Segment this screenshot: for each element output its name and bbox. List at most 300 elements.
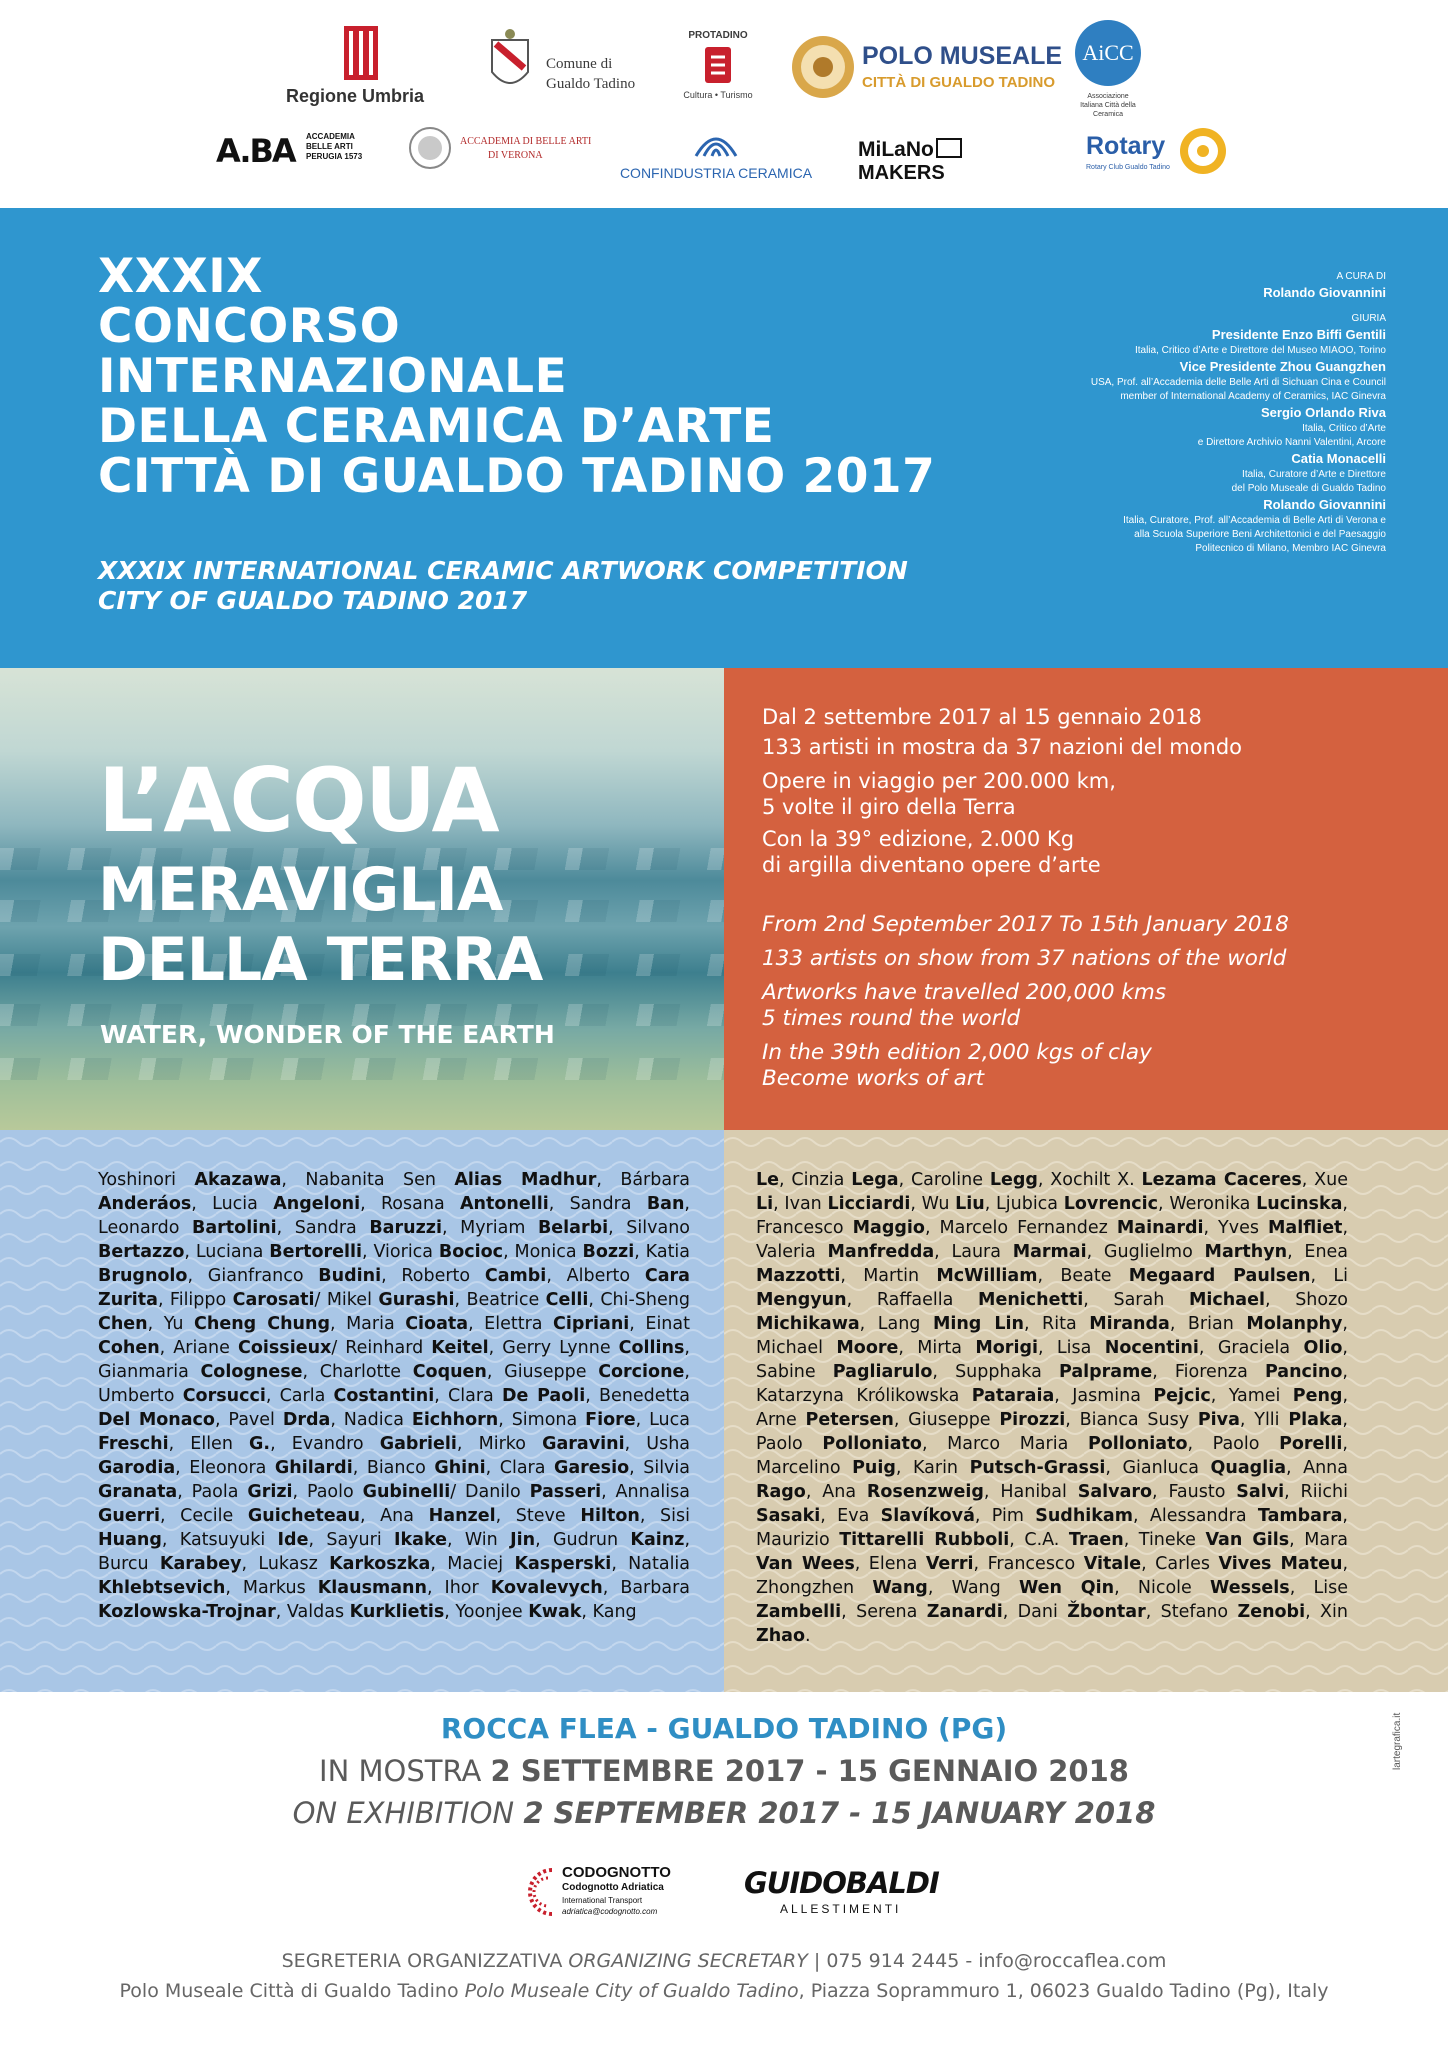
artist-surname: Lega (851, 1170, 899, 1190)
artist-first-name: , Stefano (1145, 1602, 1238, 1622)
design-credit: lartegrafica.it (1392, 1712, 1403, 1770)
secretary-it: SEGRETERIA ORGANIZZATIVA (281, 1950, 569, 1972)
artist-first-name: , Marco Maria (921, 1434, 1088, 1454)
artist-first-name: , Maria (330, 1314, 406, 1334)
info-en-line: Artworks have travelled 200,000 kms (762, 980, 1167, 1005)
artist-first-name: , Serena (841, 1602, 927, 1622)
codognotto-sub: Codognotto Adriatica (562, 1882, 664, 1893)
artist-first-name: , Supphaka (932, 1362, 1059, 1382)
info-it-line: 133 artisti in mostra da 37 nazioni del mondo (762, 735, 1243, 759)
comune-gualdo-logo (486, 28, 656, 108)
artist-first-name: , Elettra (468, 1314, 554, 1334)
artist-surname: Putsch-Grassi (969, 1458, 1106, 1478)
artist-first-name: , Silvia (629, 1458, 690, 1478)
jury-member-name: Catia Monacelli (1291, 451, 1386, 466)
artist-surname: Cambi (484, 1266, 547, 1286)
artist-surname: Keitel (431, 1338, 489, 1358)
info-en-line: From 2nd September 2017 To 15th January 2018 (762, 912, 1289, 937)
artist-first-name: , Fausto (1152, 1482, 1237, 1502)
accademia-verona-logo (408, 126, 592, 176)
artist-surname: Pejcic (1153, 1386, 1211, 1406)
artist-first-name: , Evandro (270, 1434, 380, 1454)
jury-member-desc: alla Scuola Superiore Beni Architettonici e del Paesaggio (1134, 529, 1386, 540)
artist-surname: Garavini (542, 1434, 625, 1454)
artist-first-name: , Ana (359, 1506, 429, 1526)
artist-surname: De Paoli (501, 1386, 586, 1406)
artist-surname: Bozzi (582, 1242, 635, 1262)
artist-surname: Colognese (200, 1362, 303, 1382)
protadino-label: PROTADINO (688, 30, 748, 41)
artist-surname: Kovalevych (490, 1578, 603, 1598)
artist-surname: Sasaki (756, 1506, 821, 1526)
artist-first-name: , Pavel (214, 1410, 283, 1430)
artist-first-name: , Hanibal (983, 1482, 1078, 1502)
artist-first-name: , Barbara (602, 1578, 691, 1598)
artist-surname: Fiore (585, 1410, 636, 1430)
artist-first-name: , Kang (581, 1602, 637, 1622)
artist-first-name: , Cecile (159, 1506, 248, 1526)
artist-first-name: , Annalisa (601, 1482, 690, 1502)
artist-first-name: , Alessandra (1132, 1506, 1258, 1526)
artist-first-name: , Paolo (292, 1482, 363, 1502)
artist-first-name: , Graciela (1198, 1338, 1304, 1358)
artist-first-name: , Laura (934, 1242, 1013, 1262)
artist-first-name: , Leonardo (98, 1194, 690, 1238)
artist-surname: Guicheteau (247, 1506, 360, 1526)
theme-water-image (0, 668, 724, 1130)
artist-first-name: , Beate (1037, 1266, 1129, 1286)
artist-surname: Michikawa (756, 1314, 860, 1334)
artist-surname: Ming Lin (932, 1314, 1024, 1334)
artist-first-name: , Lucia (191, 1194, 274, 1214)
artist-surname: Kurklietis (349, 1602, 445, 1622)
artist-surname: Sudhikam (1035, 1506, 1133, 1526)
jury-member-desc: del Polo Museale di Gualdo Tadino (1231, 483, 1386, 494)
artist-surname: Ikake (394, 1530, 447, 1550)
artist-surname: Polloniato (1087, 1434, 1188, 1454)
artist-surname: Vives Mateu (1218, 1554, 1343, 1574)
artist-surname: Pataraia (971, 1386, 1055, 1406)
comune-label-1: Comune di (546, 56, 613, 72)
artist-surname: Moore (836, 1338, 899, 1358)
artist-surname: Wang (872, 1578, 928, 1598)
artist-first-name: , Valeria (756, 1218, 1349, 1262)
rotary-sub: Rotary Club Gualdo Tadino (1086, 164, 1170, 171)
protadino-mark-icon (703, 45, 733, 85)
artist-surname: Guerri (98, 1506, 160, 1526)
artist-surname: Celli (545, 1290, 589, 1310)
artist-surname: Angeloni (273, 1194, 361, 1214)
artist-first-name: , Mirko (456, 1434, 543, 1454)
dates-it-prefix: IN MOSTRA (319, 1754, 491, 1788)
artist-first-name: , Martin (840, 1266, 937, 1286)
artist-surname: Plaka (1288, 1410, 1343, 1430)
artist-surname: Licciardi (827, 1194, 911, 1214)
artist-surname: Zhao (756, 1626, 805, 1646)
address-it: Polo Museale Città di Gualdo Tadino (119, 1980, 465, 2002)
artist-first-name: , Mirta (898, 1338, 976, 1358)
codognotto-sub2: International Transport (562, 1896, 643, 1905)
artist-first-name: , Paola (177, 1482, 248, 1502)
polo-museale-seal-icon (790, 34, 856, 100)
regione-umbria-emblem-icon (344, 26, 378, 80)
artist-surname: Molanphy (1246, 1314, 1343, 1334)
theme-title-english: WATER, WONDER OF THE EARTH (100, 1020, 555, 1049)
milano-makers-logo (858, 138, 1048, 184)
artist-surname: Zambelli (756, 1602, 842, 1622)
artist-first-name: , Monica (503, 1242, 583, 1262)
artist-surname: Cioata (405, 1314, 469, 1334)
codognotto-logo (514, 1858, 704, 1928)
aba-perugia-logo (216, 128, 376, 178)
artist-surname: Corcione (598, 1362, 685, 1382)
artist-surname: Coissieux (238, 1338, 332, 1358)
artist-first-name: , Cinzia (779, 1170, 852, 1190)
guidobaldi-sub: ALLESTIMENTI (780, 1902, 902, 1916)
artist-surname: Morigi (975, 1338, 1038, 1358)
artist-first-name: , Nicole (1114, 1578, 1211, 1598)
artist-first-name: , Jasmina (1054, 1386, 1154, 1406)
artist-surname: Megaard Paulsen (1128, 1266, 1311, 1286)
milano-label: MiLaNo (858, 138, 934, 161)
artist-surname: Verri (925, 1554, 974, 1574)
main-title (98, 249, 936, 504)
title-line: CONCORSO (98, 299, 401, 354)
artist-first-name: , Win (447, 1530, 511, 1550)
artist-first-name: , Burcu (98, 1530, 691, 1574)
artist-first-name: , Xue (1301, 1170, 1348, 1190)
artist-first-name: , Gianluca (1105, 1458, 1211, 1478)
artist-surname: Salvi (1236, 1482, 1285, 1502)
artist-surname: Cheng Chung (194, 1314, 330, 1334)
address-en: Polo Museale City of Gualdo Tadino (464, 1980, 799, 2002)
artist-first-name: , Eva (820, 1506, 881, 1526)
exhibition-info (724, 668, 1448, 1130)
confindustria-mark-icon (692, 122, 740, 160)
artist-surname: Belarbi (537, 1218, 609, 1238)
artist-first-name: , Alberto (546, 1266, 645, 1286)
artist-surname: Nocentini (1104, 1338, 1199, 1358)
artist-first-name: , Maciej (430, 1554, 515, 1574)
title-line: CITTÀ DI GUALDO TADINO 2017 (98, 449, 936, 504)
artist-first-name: , Dani (1002, 1602, 1068, 1622)
artist-surname: Manfredda (827, 1242, 935, 1262)
artist-first-name: , Myriam (441, 1218, 538, 1238)
artist-first-name: , Marcelo Fernandez (924, 1218, 1117, 1238)
artist-surname: Kozlowska-Trojnar (98, 1602, 276, 1622)
jury-list (1056, 326, 1386, 556)
artist-surname: Akazawa (194, 1170, 282, 1190)
artist-surname: Quaglia (1210, 1458, 1287, 1478)
artist-first-name: , Riichi (1284, 1482, 1348, 1502)
artists-column-right (724, 1130, 1448, 1692)
rotary-label: Rotary (1086, 132, 1166, 160)
comune-crest-icon (486, 28, 534, 100)
artist-surname: Slavíková (880, 1506, 975, 1526)
artist-surname: Lezama Caceres (1141, 1170, 1302, 1190)
artist-first-name: , Umberto (98, 1362, 690, 1406)
artist-surname: Rago (756, 1482, 806, 1502)
artist-surname: Kwak (528, 1602, 582, 1622)
artist-surname: Van Wees (756, 1554, 855, 1574)
artist-surname: Puig (852, 1458, 896, 1478)
info-en-line: 5 times round the world (762, 1006, 1021, 1031)
theme-title-line-3: DELLA TERRA (98, 925, 543, 995)
jury-member-name: Vice Presidente Zhou Guangzhen (1179, 359, 1386, 374)
artist-first-name: , Xochilt X. (1037, 1170, 1142, 1190)
title-line: XXXIX (98, 249, 263, 304)
artist-first-name: , Einat (629, 1314, 690, 1334)
artist-first-name: , Katsuyuki (161, 1530, 278, 1550)
jury-member-desc: Italia, Curatore, Prof. all’Accademia di Belle Arti di Verona e (1123, 515, 1386, 526)
artist-first-name: , Nadica (330, 1410, 412, 1430)
artist-first-name: , Natalia (611, 1554, 691, 1574)
artist-surname: Wen Qin (1018, 1578, 1115, 1598)
artist-surname: Bartolini (192, 1218, 277, 1238)
artist-surname: Khlebtsevich (98, 1578, 226, 1598)
artist-first-name: , Arne (756, 1386, 1349, 1430)
artist-surname: Porelli (1279, 1434, 1343, 1454)
artist-first-name: , Rita (1023, 1314, 1090, 1334)
artist-first-name: , Usha (624, 1434, 691, 1454)
artist-surname: Menichetti (978, 1290, 1084, 1310)
artist-surname: Granata (98, 1482, 178, 1502)
jury-member-name: Sergio Orlando Riva (1261, 405, 1386, 420)
artist-first-name: , Beatrice (454, 1290, 546, 1310)
artist-first-name: , C.A. (1009, 1530, 1069, 1550)
verona-label-1: ACCADEMIA DI BELLE ARTI (460, 136, 592, 147)
artist-first-name: , Wang (927, 1578, 1019, 1598)
artist-first-name: , Roberto (381, 1266, 485, 1286)
artist-surname: Karkoszka (329, 1554, 431, 1574)
artist-surname: Van Gils (1205, 1530, 1290, 1550)
artist-first-name: , Maurizio (756, 1506, 1348, 1550)
dates-en-prefix: ON EXHIBITION (292, 1796, 524, 1830)
jury-member-desc: Italia, Critico d’Arte e Direttore del Museo MIAOO, Torino (1134, 345, 1386, 356)
codognotto-name: CODOGNOTTO (562, 1864, 671, 1881)
secretary-en: ORGANIZING SECRETARY (568, 1950, 808, 1972)
jury-member-name: Rolando Giovannini (1263, 497, 1386, 512)
sponsor-logos (0, 0, 1448, 208)
artist-surname: Piva (1197, 1410, 1240, 1430)
artist-first-name: , Fiorenza (1152, 1362, 1265, 1382)
aicc-logo (1068, 20, 1148, 120)
artist-first-name: / Mikel (314, 1290, 379, 1310)
artist-first-name: , Weronika (1158, 1194, 1257, 1214)
organizer-address (0, 1980, 1448, 2002)
artist-surname: Grizi (247, 1482, 293, 1502)
artist-first-name: , Steve (495, 1506, 581, 1526)
artist-surname: Malfliet (1268, 1218, 1343, 1238)
jury-member-desc: member of International Academy of Ceramics, IAC Ginevra (1120, 391, 1386, 402)
artist-first-name: , Paolo (756, 1410, 1348, 1454)
artist-first-name: , Elena (854, 1554, 926, 1574)
protadino-sub: Cultura • Turismo (683, 90, 753, 100)
artist-first-name: , Brian (1169, 1314, 1247, 1334)
artist-surname: Del Monaco (98, 1410, 215, 1430)
info-en-line: 133 artists on show from 37 nations of the world (762, 946, 1287, 971)
artist-surname: Mainardi (1116, 1218, 1204, 1238)
polo-museale-title: POLO MUSEALE (862, 42, 1063, 70)
artist-surname: Jin (510, 1530, 536, 1550)
artist-surname: Liu (955, 1194, 985, 1214)
curator-label: A CURA DI (1336, 271, 1386, 282)
artist-surname: Pagliarulo (832, 1362, 933, 1382)
dates-it-range: 2 SETTEMBRE 2017 - 15 GENNAIO 2018 (490, 1754, 1129, 1788)
artist-first-name: , Benedetta (585, 1386, 690, 1406)
artist-first-name: , Ihor (426, 1578, 491, 1598)
makers-label: MAKERS (858, 162, 945, 184)
artist-first-name: , Bianca Susy (1065, 1410, 1198, 1430)
artist-first-name: / Danilo (450, 1482, 530, 1502)
title-line: DELLA CERAMICA D’ARTE (98, 399, 775, 454)
dates-english (0, 1796, 1448, 1830)
polo-museale-sub: CITTÀ DI GUALDO TADINO (862, 74, 1056, 91)
jury-label: GIURIA (1351, 313, 1386, 324)
artist-surname: Polloniato (822, 1434, 922, 1454)
artist-first-name: , Chi-Sheng (588, 1290, 690, 1310)
aicc-circle-icon (1075, 20, 1141, 86)
artist-surname: McWilliam (936, 1266, 1038, 1286)
artist-surname: Coquen (412, 1362, 487, 1382)
regione-umbria-label: Regione Umbria (286, 86, 425, 106)
artist-surname: Tambara (1257, 1506, 1343, 1526)
artist-surname: Ide (277, 1530, 309, 1550)
artist-first-name: , Clara (485, 1458, 554, 1478)
artist-first-name: Yoshinori (98, 1170, 195, 1190)
artist-first-name: , Yves (1203, 1218, 1268, 1238)
artist-surname: Anderáos (98, 1194, 192, 1214)
artist-first-name: , Ariane (159, 1338, 238, 1358)
artist-surname: Budini (318, 1266, 382, 1286)
artist-surname: Mengyun (756, 1290, 847, 1310)
artist-first-name: , Clara (434, 1386, 502, 1406)
artist-surname: Zenobi (1237, 1602, 1306, 1622)
artist-first-name: , Lise (1289, 1578, 1348, 1598)
artist-surname: Kasperski (514, 1554, 612, 1574)
verona-label-2: DI VERONA (488, 150, 543, 161)
dates-en-range: 2 SEPTEMBER 2017 - 15 JANUARY 2018 (523, 1796, 1156, 1830)
artist-first-name: , Wu (910, 1194, 956, 1214)
artist-surname: Legg (989, 1170, 1038, 1190)
artist-first-name: , Lang (859, 1314, 933, 1334)
artist-first-name: , Ana (805, 1482, 867, 1502)
codognotto-mail: adriatica@codognotto.com (562, 1907, 658, 1916)
artist-surname: Passeri (529, 1482, 602, 1502)
artist-first-name: , Tineke (1123, 1530, 1206, 1550)
artist-first-name: . (804, 1626, 811, 1646)
artist-first-name: , Valdas (275, 1602, 350, 1622)
artist-first-name: , Bianco (352, 1458, 435, 1478)
jury-member-desc: Italia, Critico d’Arte (1302, 423, 1386, 434)
artist-surname: Garodia (98, 1458, 176, 1478)
artist-surname: G. (249, 1434, 271, 1454)
artist-surname: Bertazzo (98, 1242, 185, 1262)
info-english (762, 912, 1289, 1092)
artist-surname: Antonelli (459, 1194, 549, 1214)
artist-first-name: , Sabine (756, 1338, 1348, 1382)
artist-surname: Traen (1068, 1530, 1124, 1550)
artist-first-name: , Katia (634, 1242, 691, 1262)
artist-first-name: , Li (1310, 1266, 1348, 1286)
venue-title: ROCCA FLEA - GUALDO TADINO (PG) (440, 1712, 1008, 1745)
guidobaldi-logo (744, 1866, 944, 1922)
artist-surname: Chen (98, 1314, 148, 1334)
artist-surname: Cipriani (553, 1314, 630, 1334)
info-it-line: Con la 39° edizione, 2.000 Kg (762, 827, 1075, 851)
jury-member-desc: e Direttore Archivio Nanni Valentini, Arcore (1197, 437, 1386, 448)
artist-surname: Baruzzi (369, 1218, 442, 1238)
aicc-sub: Associazione Italiana Città della Ceramica (1080, 93, 1136, 118)
artist-surname: Eichhorn (411, 1410, 499, 1430)
artist-surname: Gubinelli (362, 1482, 451, 1502)
artist-surname: Salvaro (1077, 1482, 1153, 1502)
artist-first-name: , Gianmaria (98, 1338, 690, 1382)
artist-first-name: , Eleonora (175, 1458, 275, 1478)
artist-surname: Miranda (1089, 1314, 1170, 1334)
artist-first-name: , Francesco (756, 1194, 1348, 1238)
artist-first-name: , Katarzyna Królikowska (756, 1362, 1348, 1406)
secretary-contact: | 075 914 2445 - info@roccaflea.com (807, 1950, 1167, 1972)
artist-first-name: , Sayuri (308, 1530, 394, 1550)
artist-surname: Marthyn (1204, 1242, 1288, 1262)
info-it-line: Opere in viaggio per 200.000 km, (762, 769, 1116, 793)
comune-label-2: Gualdo Tadino (546, 76, 636, 92)
artist-first-name: , Sarah (1083, 1290, 1190, 1310)
artist-surname: Lucinska (1256, 1194, 1343, 1214)
artist-first-name: , Shozo (1264, 1290, 1348, 1310)
artist-first-name: , Rosana (360, 1194, 460, 1214)
artist-first-name: , Karin (895, 1458, 970, 1478)
artist-surname: Li (756, 1194, 774, 1214)
artist-first-name: , Ylli (1239, 1410, 1289, 1430)
artist-first-name: , Lukasz (241, 1554, 330, 1574)
artist-first-name: / Reinhard (331, 1338, 432, 1358)
artist-surname: Ghilardi (274, 1458, 353, 1478)
address-rest: , Piazza Soprammuro 1, 06023 Gualdo Tadino (Pg), Italy (798, 1980, 1329, 2002)
artist-surname: Pancino (1264, 1362, 1343, 1382)
curator-name: Rolando Giovannini (1263, 285, 1386, 300)
jury-member-desc: Italia, Curatore d’Arte e Direttore (1242, 469, 1386, 480)
artist-surname: Alias Madhur (454, 1170, 597, 1190)
artist-first-name: , Michael (756, 1314, 1348, 1358)
confindustria-label: CONFINDUSTRIA CERAMICA (619, 165, 813, 181)
artist-first-name: , Sisi (639, 1506, 690, 1526)
artist-surname: Michael (1189, 1290, 1265, 1310)
artist-first-name: , Marcelino (756, 1434, 1348, 1478)
guidobaldi-name: GUIDOBALDI (744, 1866, 939, 1900)
artist-surname: Corsucci (182, 1386, 266, 1406)
artist-first-name: , Yoonjee (444, 1602, 529, 1622)
artist-first-name: , Charlotte (302, 1362, 413, 1382)
artist-surname: Cara Zurita (98, 1266, 690, 1310)
artist-surname: Pirozzi (999, 1410, 1066, 1430)
artist-surname: Petersen (805, 1410, 894, 1430)
artist-first-name: , Sandra (548, 1194, 647, 1214)
artist-surname: Hanzel (428, 1506, 496, 1526)
aba-sub: ACCADEMIA BELLE ARTI PERUGIA 1573 (306, 132, 363, 161)
artist-first-name: , Silvano (608, 1218, 690, 1238)
aicc-label: AiCC (1082, 40, 1134, 65)
artist-first-name: , Carles (1141, 1554, 1219, 1574)
info-it-line: Dal 2 settembre 2017 al 15 gennaio 2018 (762, 705, 1202, 729)
artist-first-name: , Giuseppe (486, 1362, 599, 1382)
artist-surname: Freschi (98, 1434, 169, 1454)
info-en-line: Become works of art (762, 1066, 985, 1091)
artist-surname: Garesio (554, 1458, 630, 1478)
subtitle-line: CITY OF GUALDO TADINO 2017 (98, 586, 528, 615)
artist-surname: Maggio (852, 1218, 925, 1238)
